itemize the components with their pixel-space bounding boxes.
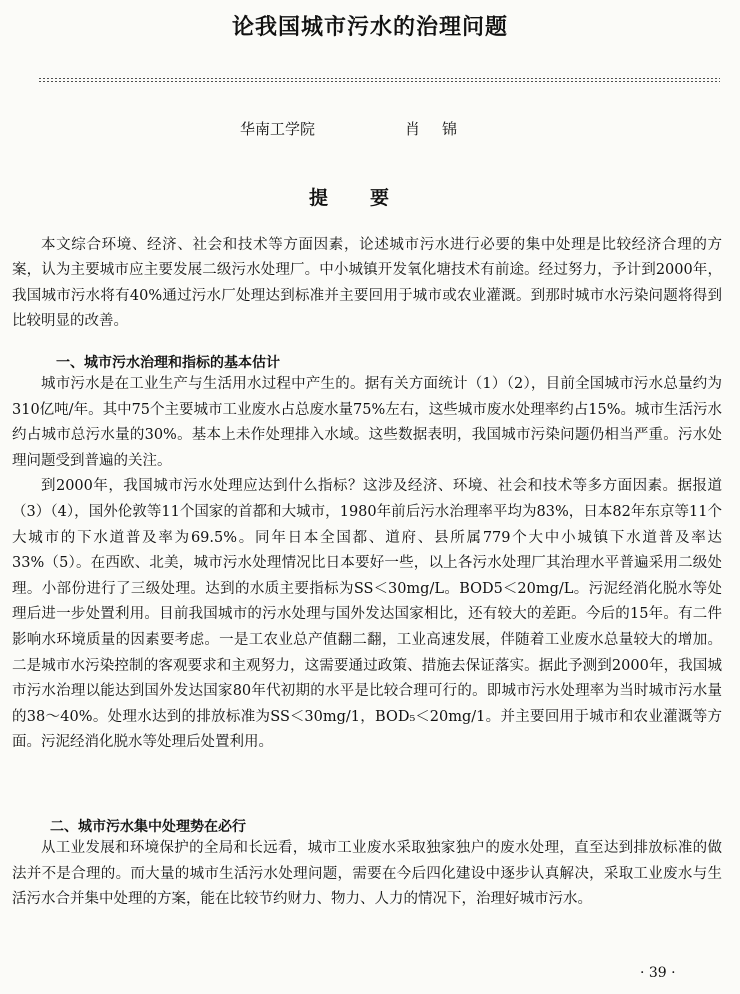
paragraph: 到2000年，我国城市污水处理应达到什么指标？这涉及经济、环境、社会和技术等多方面因素。据报道（3）（4），国外伦敦等11个国家的首都和大城市，1980年前后污水治理率平均为83%，日本82年东京等11个大城市的下水道普及率为69.5%。同年日本全国都、道府、县所属779个大中小城镇下水道普及率达33%（5）。在西欧、北美，城市污水处理情况比日本要好一些，以上各污水处理厂其治理水平普遍采用二级处理。小部份进行了三级处理。达到的水质主要指标为SS＜30mg/L。BOD5＜20mg/L。污泥经消化脱水等处理后进一步处置利用。目前我国城市的污水处理与国外发达国家相比，还有较大的差距。今后的15年。有二件影响水环境质量的因素要考虑。一是工农业总产值翻二翻，工业高速发展，伴随着工业废水总量较大的增加。二是城市水污染控制的客观要求和主观努力，这需要通过政策、措施去保证落实。据此予测到2000年，我国城市污水治理以能达到国外发达国家80年代初期的水平是比较合理可行的。即城市污水处理率为当时城市污水量的38～40%。处理水达到的排放标准为SS＜30mg/1，BOD₅＜20mg/1。并主要回用于城市和农业灌溉等方面。污泥经消化脱水等处理后处置利用。 [12,478,722,751]
abstract-heading: 提要 [308,187,431,209]
section-1-heading: 一、城市污水治理和指标的基本估计 [56,355,280,371]
page-number: · 39 · [640,965,676,981]
dotted-divider [38,77,720,83]
abstract-text [12,233,722,334]
section-2-body [12,836,722,913]
section-2-heading: 二、城市污水集中处理势在必行 [50,819,246,835]
paper-title: 论我国城市污水的治理问题 [231,15,508,40]
section-1-body [12,372,722,756]
affiliation: 华南工学院 [240,120,316,138]
author-name: 肖锦 [405,120,480,138]
paragraph: 从工业发展和环境保护的全局和长远看，城市工业废水采取独家独户的废水处理，直至达到排放标准的做法并不是合理的。而大量的城市生活污水处理问题，需要在今后四化建设中逐步认真解决，采取工业废水与生活污水合并集中处理的方案，能在比较节约财力、物力、人力的情况下，治理好城市污水。 [12,840,722,908]
paragraph: 城市污水是在工业生产与生活用水过程中产生的。据有关方面统计（1）（2），目前全国城市污水总量约为310亿吨/年。其中75个主要城市工业废水占总废水量75%左右，这些城市废水处理率约占15%。城市生活污水约占城市总污水量的30%。基本上未作处理排入水域。这些数据表明，我国城市污染问题仍相当严重。污水处理问题受到普遍的关注。 [12,376,722,469]
abstract-paragraph: 本文综合环境、经济、社会和技术等方面因素，论述城市污水进行必要的集中处理是比较经济合理的方案，认为主要城市应主要发展二级污水处理厂。中小城镇开发氧化塘技术有前途。经过努力，予计到2000年，我国城市污水将有40%通过污水厂处理达到标准并主要回用于城市或农业灌溉。到那时城市水污染问题将得到比较明显的改善。 [12,237,722,329]
